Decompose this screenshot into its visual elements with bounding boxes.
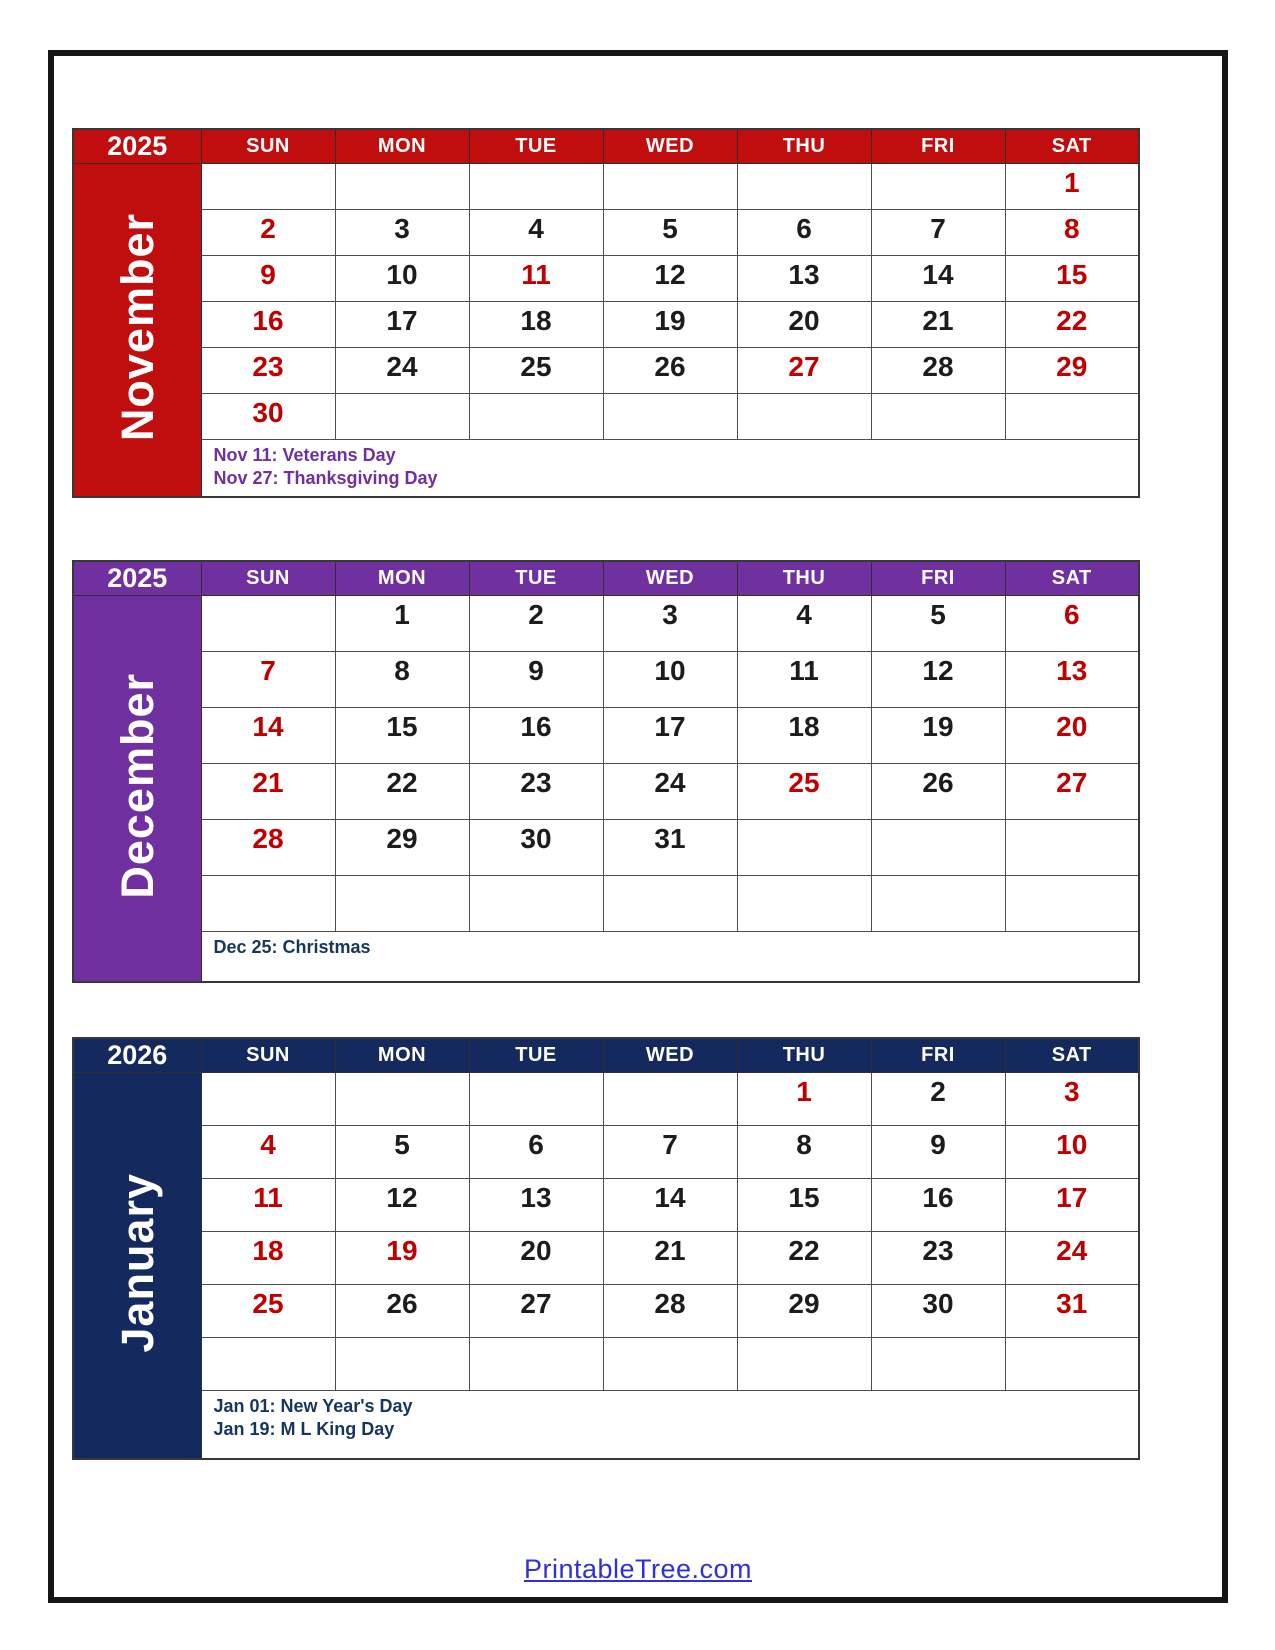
date-cell-20: 20 bbox=[1005, 707, 1139, 763]
day-header-sun: SUN bbox=[201, 561, 335, 595]
date-cell-14: 14 bbox=[871, 255, 1005, 301]
date-cell-empty bbox=[335, 1337, 469, 1390]
holiday-note: Dec 25: Christmas bbox=[213, 936, 371, 957]
date-cell-empty bbox=[201, 595, 335, 651]
week-row bbox=[73, 1231, 1139, 1284]
day-header-wed: WED bbox=[603, 561, 737, 595]
date-cell-empty bbox=[335, 875, 469, 931]
date-cell-8: 8 bbox=[1005, 209, 1139, 255]
date-cell-22: 22 bbox=[1005, 301, 1139, 347]
date-cell-empty bbox=[335, 393, 469, 439]
header-row bbox=[73, 129, 1139, 163]
footer bbox=[54, 1554, 1222, 1585]
date-cell-empty bbox=[335, 163, 469, 209]
date-cell-21: 21 bbox=[871, 301, 1005, 347]
month-december-2025 bbox=[72, 560, 1140, 983]
calendar-table-december bbox=[72, 560, 1140, 983]
date-cell-empty bbox=[1005, 875, 1139, 931]
date-cell-19: 19 bbox=[335, 1231, 469, 1284]
date-cell-1: 1 bbox=[335, 595, 469, 651]
date-cell-13: 13 bbox=[469, 1178, 603, 1231]
month-sidebar bbox=[73, 595, 201, 982]
date-cell-10: 10 bbox=[335, 255, 469, 301]
date-cell-24: 24 bbox=[1005, 1231, 1139, 1284]
date-cell-empty bbox=[469, 875, 603, 931]
date-cell-20: 20 bbox=[469, 1231, 603, 1284]
date-cell-4: 4 bbox=[201, 1125, 335, 1178]
date-cell-22: 22 bbox=[335, 763, 469, 819]
date-cell-26: 26 bbox=[335, 1284, 469, 1337]
date-cell-16: 16 bbox=[469, 707, 603, 763]
day-header-thu: THU bbox=[737, 561, 871, 595]
date-cell-empty bbox=[469, 1072, 603, 1125]
week-row bbox=[73, 1337, 1139, 1390]
date-cell-27: 27 bbox=[1005, 763, 1139, 819]
date-cell-1: 1 bbox=[737, 1072, 871, 1125]
date-cell-19: 19 bbox=[603, 301, 737, 347]
date-cell-empty bbox=[201, 1337, 335, 1390]
date-cell-16: 16 bbox=[201, 301, 335, 347]
date-cell-8: 8 bbox=[737, 1125, 871, 1178]
holiday-notes bbox=[201, 931, 1139, 982]
date-cell-empty bbox=[201, 163, 335, 209]
date-cell-23: 23 bbox=[469, 763, 603, 819]
date-cell-18: 18 bbox=[469, 301, 603, 347]
date-cell-empty bbox=[871, 163, 1005, 209]
date-cell-15: 15 bbox=[737, 1178, 871, 1231]
date-cell-13: 13 bbox=[737, 255, 871, 301]
date-cell-28: 28 bbox=[871, 347, 1005, 393]
date-cell-empty bbox=[1005, 819, 1139, 875]
date-cell-1: 1 bbox=[1005, 163, 1139, 209]
day-header-tue: TUE bbox=[469, 561, 603, 595]
date-cell-29: 29 bbox=[737, 1284, 871, 1337]
week-row bbox=[73, 1178, 1139, 1231]
date-cell-19: 19 bbox=[871, 707, 1005, 763]
date-cell-24: 24 bbox=[335, 347, 469, 393]
date-cell-empty bbox=[603, 163, 737, 209]
date-cell-2: 2 bbox=[469, 595, 603, 651]
date-cell-27: 27 bbox=[469, 1284, 603, 1337]
week-row bbox=[73, 763, 1139, 819]
date-cell-11: 11 bbox=[201, 1178, 335, 1231]
date-cell-8: 8 bbox=[335, 651, 469, 707]
date-cell-empty bbox=[871, 875, 1005, 931]
week-row bbox=[73, 209, 1139, 255]
date-cell-empty bbox=[201, 875, 335, 931]
date-cell-11: 11 bbox=[469, 255, 603, 301]
week-row bbox=[73, 301, 1139, 347]
date-cell-15: 15 bbox=[335, 707, 469, 763]
date-cell-30: 30 bbox=[469, 819, 603, 875]
day-header-mon: MON bbox=[335, 561, 469, 595]
date-cell-5: 5 bbox=[335, 1125, 469, 1178]
year-label: 2025 bbox=[73, 129, 201, 163]
week-row bbox=[73, 875, 1139, 931]
date-cell-11: 11 bbox=[737, 651, 871, 707]
date-cell-14: 14 bbox=[201, 707, 335, 763]
date-cell-empty bbox=[871, 393, 1005, 439]
date-cell-28: 28 bbox=[201, 819, 335, 875]
date-cell-23: 23 bbox=[201, 347, 335, 393]
date-cell-empty bbox=[1005, 393, 1139, 439]
day-header-sat: SAT bbox=[1005, 561, 1139, 595]
date-cell-empty bbox=[469, 393, 603, 439]
date-cell-21: 21 bbox=[603, 1231, 737, 1284]
day-header-fri: FRI bbox=[871, 129, 1005, 163]
day-header-sat: SAT bbox=[1005, 1038, 1139, 1072]
year-label: 2025 bbox=[73, 561, 201, 595]
date-cell-9: 9 bbox=[871, 1125, 1005, 1178]
date-cell-5: 5 bbox=[603, 209, 737, 255]
date-cell-empty bbox=[603, 1072, 737, 1125]
holiday-note: Jan 19: M L King Day bbox=[213, 1418, 395, 1439]
day-header-fri: FRI bbox=[871, 1038, 1005, 1072]
date-cell-22: 22 bbox=[737, 1231, 871, 1284]
date-cell-5: 5 bbox=[871, 595, 1005, 651]
date-cell-7: 7 bbox=[603, 1125, 737, 1178]
date-cell-26: 26 bbox=[603, 347, 737, 393]
year-label: 2026 bbox=[73, 1038, 201, 1072]
date-cell-6: 6 bbox=[737, 209, 871, 255]
date-cell-10: 10 bbox=[1005, 1125, 1139, 1178]
day-header-thu: THU bbox=[737, 129, 871, 163]
date-cell-25: 25 bbox=[201, 1284, 335, 1337]
week-row bbox=[73, 707, 1139, 763]
date-cell-3: 3 bbox=[603, 595, 737, 651]
date-cell-empty bbox=[603, 875, 737, 931]
calendar-table-january bbox=[72, 1037, 1140, 1460]
date-cell-empty bbox=[737, 1337, 871, 1390]
date-cell-10: 10 bbox=[603, 651, 737, 707]
week-row bbox=[73, 393, 1139, 439]
date-cell-empty bbox=[871, 1337, 1005, 1390]
date-cell-23: 23 bbox=[871, 1231, 1005, 1284]
date-cell-empty bbox=[603, 393, 737, 439]
date-cell-3: 3 bbox=[1005, 1072, 1139, 1125]
holiday-row bbox=[73, 931, 1139, 982]
date-cell-empty bbox=[1005, 1337, 1139, 1390]
date-cell-empty bbox=[201, 1072, 335, 1125]
day-header-mon: MON bbox=[335, 129, 469, 163]
date-cell-9: 9 bbox=[201, 255, 335, 301]
date-cell-25: 25 bbox=[737, 763, 871, 819]
week-row bbox=[73, 1072, 1139, 1125]
date-cell-21: 21 bbox=[201, 763, 335, 819]
day-header-fri: FRI bbox=[871, 561, 1005, 595]
date-cell-empty bbox=[335, 1072, 469, 1125]
page-border-frame bbox=[48, 50, 1228, 1603]
day-header-tue: TUE bbox=[469, 129, 603, 163]
week-row bbox=[73, 347, 1139, 393]
month-november-2025 bbox=[72, 128, 1140, 498]
date-cell-empty bbox=[871, 819, 1005, 875]
date-cell-empty bbox=[737, 393, 871, 439]
holiday-notes bbox=[201, 439, 1139, 497]
date-cell-29: 29 bbox=[1005, 347, 1139, 393]
day-header-sun: SUN bbox=[201, 129, 335, 163]
date-cell-7: 7 bbox=[201, 651, 335, 707]
holiday-note: Jan 01: New Year's Day bbox=[213, 1395, 413, 1416]
date-cell-4: 4 bbox=[737, 595, 871, 651]
month-name-label: January bbox=[111, 1172, 163, 1353]
week-row bbox=[73, 1284, 1139, 1337]
date-cell-30: 30 bbox=[201, 393, 335, 439]
date-cell-17: 17 bbox=[603, 707, 737, 763]
day-header-wed: WED bbox=[603, 1038, 737, 1072]
month-name-label: November bbox=[111, 213, 163, 442]
date-cell-12: 12 bbox=[335, 1178, 469, 1231]
date-cell-empty bbox=[737, 163, 871, 209]
month-name-label: December bbox=[111, 672, 163, 899]
date-cell-30: 30 bbox=[871, 1284, 1005, 1337]
date-cell-empty bbox=[603, 1337, 737, 1390]
date-cell-empty bbox=[469, 1337, 603, 1390]
date-cell-27: 27 bbox=[737, 347, 871, 393]
date-cell-31: 31 bbox=[603, 819, 737, 875]
date-cell-12: 12 bbox=[871, 651, 1005, 707]
date-cell-empty bbox=[469, 163, 603, 209]
date-cell-13: 13 bbox=[1005, 651, 1139, 707]
date-cell-18: 18 bbox=[201, 1231, 335, 1284]
date-cell-2: 2 bbox=[871, 1072, 1005, 1125]
holiday-note: Nov 27: Thanksgiving Day bbox=[213, 467, 438, 488]
date-cell-15: 15 bbox=[1005, 255, 1139, 301]
date-cell-6: 6 bbox=[1005, 595, 1139, 651]
date-cell-empty bbox=[737, 819, 871, 875]
date-cell-28: 28 bbox=[603, 1284, 737, 1337]
week-row bbox=[73, 255, 1139, 301]
header-row bbox=[73, 1038, 1139, 1072]
week-row bbox=[73, 163, 1139, 209]
week-row bbox=[73, 1125, 1139, 1178]
day-header-tue: TUE bbox=[469, 1038, 603, 1072]
date-cell-7: 7 bbox=[871, 209, 1005, 255]
holiday-row bbox=[73, 439, 1139, 497]
date-cell-2: 2 bbox=[201, 209, 335, 255]
date-cell-16: 16 bbox=[871, 1178, 1005, 1231]
date-cell-17: 17 bbox=[335, 301, 469, 347]
month-sidebar bbox=[73, 163, 201, 497]
month-january-2026 bbox=[72, 1037, 1140, 1460]
month-sidebar bbox=[73, 1072, 201, 1459]
date-cell-31: 31 bbox=[1005, 1284, 1139, 1337]
calendar-table-november bbox=[72, 128, 1140, 498]
footer-link[interactable]: PrintableTree.com bbox=[523, 1554, 753, 1584]
date-cell-26: 26 bbox=[871, 763, 1005, 819]
date-cell-3: 3 bbox=[335, 209, 469, 255]
date-cell-24: 24 bbox=[603, 763, 737, 819]
date-cell-4: 4 bbox=[469, 209, 603, 255]
week-row bbox=[73, 651, 1139, 707]
date-cell-17: 17 bbox=[1005, 1178, 1139, 1231]
holiday-notes bbox=[201, 1390, 1139, 1459]
day-header-mon: MON bbox=[335, 1038, 469, 1072]
date-cell-6: 6 bbox=[469, 1125, 603, 1178]
date-cell-29: 29 bbox=[335, 819, 469, 875]
date-cell-empty bbox=[737, 875, 871, 931]
holiday-row bbox=[73, 1390, 1139, 1459]
day-header-sun: SUN bbox=[201, 1038, 335, 1072]
week-row bbox=[73, 819, 1139, 875]
date-cell-25: 25 bbox=[469, 347, 603, 393]
day-header-wed: WED bbox=[603, 129, 737, 163]
date-cell-20: 20 bbox=[737, 301, 871, 347]
header-row bbox=[73, 561, 1139, 595]
day-header-sat: SAT bbox=[1005, 129, 1139, 163]
date-cell-9: 9 bbox=[469, 651, 603, 707]
holiday-note: Nov 11: Veterans Day bbox=[213, 444, 396, 465]
week-row bbox=[73, 595, 1139, 651]
day-header-thu: THU bbox=[737, 1038, 871, 1072]
date-cell-12: 12 bbox=[603, 255, 737, 301]
date-cell-14: 14 bbox=[603, 1178, 737, 1231]
date-cell-18: 18 bbox=[737, 707, 871, 763]
